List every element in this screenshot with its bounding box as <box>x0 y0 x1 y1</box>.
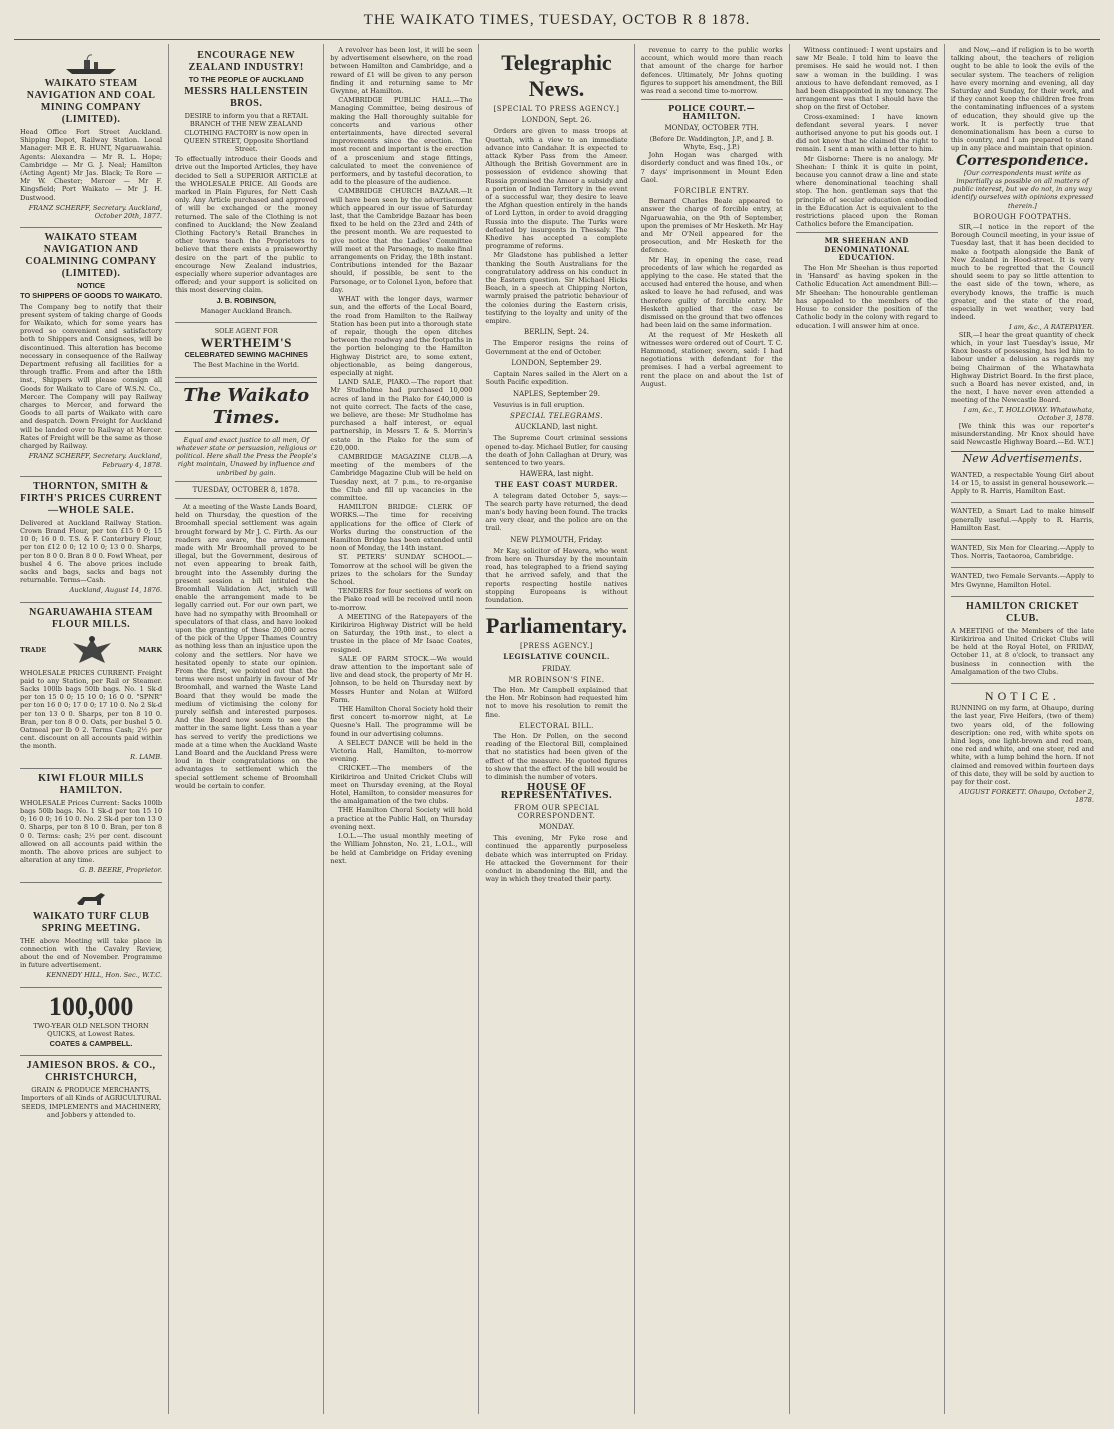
column-7 <box>945 44 1100 1414</box>
column-2 <box>169 44 324 1414</box>
debate-text: The Hon Mr Sheehan is thus reported in 'Hansard' as having spoken in the Catholic Education Act amendment Bill:— Mr Sheehan: The honourable gentleman has appealed to the members of the House to consider the position of the Catholic body in the colony with regard to education. I will answer him at once. <box>795 264 938 330</box>
special-telegrams-heading: SPECIAL TELEGRAMS. <box>509 411 604 420</box>
ad-addressee: TO SHIPPERS OF GOODS TO WAIKATO. <box>20 291 163 301</box>
ad-body: The Company beg to notify that their present system of taking charge of Goods for Waikato, which for some years has proved so convenient and satisfactory both to Shippers and Consignees, will be discontinued. This alteration has become necessary in consequence of the Railway Department refusing all facilities for a through traffic. From and after the 18th inst., Shippers will please consign all Goods for Waikato to Care of W.S.N. Co., Mercer. The Company will pay Railway charges to Mercer, and forward the Goods to all parts of Waikato with care and despatch. Down Freight for Auckland will be landed over to Railway at Mercer. Rates of Freight will be the same as those charged by Railway. <box>20 302 163 451</box>
news-text: revenue to carry to the public works account, which would more than reach that amount of the charge for harbor defences. Ultimately, Mr Johns quoting figures to support his amendment, the Bill was read a second time to-morrow. <box>640 46 783 96</box>
dateline-berlin: BERLIN, Sept. 24. <box>524 328 589 337</box>
court-text: John Hogan was charged with disorderly conduct and was fined 10s., or 7 days' imprisonment in Mount Eden Gaol. <box>640 151 783 184</box>
news-text: This evening, Mr Fyke rose and continued the apparently purposeless debate which was interrupted on Friday. He attacked the Government for their conduct in abandoning the Bill, and the way in which they treated their party. <box>485 834 628 884</box>
ad-title: JAMIESON BROS. & CO., CHRISTCHURCH, <box>26 1060 156 1084</box>
columns <box>14 44 1100 1414</box>
ad-title: WAIKATO STEAM NAVIGATION AND COALMINING COMPANY (LIMITED). <box>25 232 157 280</box>
news-text: Mr Kay, solicitor of Hawera, who went from here on Thursday by the mountain road, has telegraphed to a friend saying that he arrived safely, and that the reports respecting hostile natives stopping Europeans is without foundation. <box>485 546 628 604</box>
ad-manager-name: J. B. ROBINSON, <box>216 295 276 305</box>
letter-signature: I am, &c., T. HOLLOWAY. Whatawhata, October 3, 1878. <box>963 405 1094 422</box>
ad-thornton-prices <box>20 477 162 603</box>
sheehan-heading: MR SHEEHAN AND DENOMINATIONAL EDUCATION. <box>824 236 910 262</box>
ad-cricket-club <box>951 597 1094 684</box>
ad-tagline: The Best Machine in the World. <box>193 361 300 370</box>
letter-signature: I am, &c., A RATEPAYER. <box>1009 322 1094 331</box>
press-agency-note: [PRESS AGENCY.] <box>520 642 593 651</box>
letter-text: SIR,—I notice in the report of the Borough Council meeting, in your issue of Tuesday last, that it has been decided to make a footpath alongside the Bank of New Zealand in Hood-street. It is very much to be regretted that the Council should seem to pay so little attention to the east side of the town, where, as everybody knows, the traffic is much greater, and the state of the road, especially in wet weather, very bad indeed. <box>950 223 1094 322</box>
dateline-hawera: HAWERA, last night. <box>519 470 594 479</box>
news-text: Orders are given to mass troops at Quettah, with a view to an immediate advance into Candahar. It is expected to attack Kyber Pass from the Ameer. Although the British Government are in possession of evidence showing that Russia promised the Ameer a subsidy and a portion of Indian Territory in the event of a successful war, they desire to leave the Afghan question entirely in the hands of Lord Lytton, in order to avoid dragging Russia into the dispute. The Turks were defeated by insurgents in Thessaly. The Khedive has accepted a complete programme of reforms. <box>485 127 628 251</box>
eagle-trademark-icon <box>69 633 115 669</box>
ad-body: THE above Meeting will take place in connection with the Cavalry Review, about the end of November. Programme in future advertisement. <box>20 936 163 970</box>
paper-title: The Waikato Times. <box>175 382 317 432</box>
local-news-item: HAMILTON BRIDGE: CLERK OF WORKS.—The time for receiving applications for the office of Clerk of Works during the construction of the Hamilton Bridge has been extended until noon of Monday, the 14th instant. <box>330 503 473 553</box>
ad-body: RUNNING on my farm, at Ohaupo, during the last year, Five Heifers, (two of them) two years old, of the following description: one red, with white spots on hind legs, one light-brown and red roan, one red and white, and one steer, red and white, with a lump behind the horn. If not claimed and removed within fourteen days of this date, they will be sold by auction to pay for their cost. <box>950 704 1094 787</box>
ad-subtitle: CELEBRATED SEWING MACHINES <box>184 350 308 360</box>
ad-body: Head Office Fort Street Auckland. Shipping Depot, Railway Station. Local Manager: MR E. R. HUNT, Ngaruawahia. Agents: Alexandra — Mr R. L. Hope; Cambridge — Mr G. J. Neal; Hamilton (Acting Agent) Mr Jas. Black; Te Rore — Mr W. Chester; Mercer — Mr F. Kingsfield; Port Waikato — Mr J. H. Dustwood. <box>20 128 163 202</box>
mark-label: MARK <box>138 646 163 655</box>
divider <box>485 608 627 609</box>
paper-motto: Equal and exact justice to all men, Of whatever state or persuasion, religious or political. Here shall the Press the People's right maintain, Unawed by influence and unbribed by gain. <box>175 435 317 477</box>
council-day: FRIDAY. <box>541 664 572 673</box>
ad-manager-role: Manager Auckland Branch. <box>200 306 293 315</box>
editor-note: [We think this was our reporter's misunderstanding. Mr Knox should have said Newcastle Highway Board.—Ed. W.T.] <box>950 421 1094 447</box>
dateline-new-plymouth: NEW PLYMOUTH, Friday. <box>510 535 603 544</box>
local-news-item: CRICKET.—The members of the Kirikiriroa and United Cricket Clubs will meet on Thursday evening, at the Royal Hotel, Hamilton, to consider measures for the amalgamation of the two clubs. <box>330 764 473 806</box>
divider <box>641 99 783 100</box>
ad-body: GRAIN & PRODUCE MERCHANTS, Importers of all Kinds of AGRICULTURAL SEEDS, IMPLEMENTS and MACHINERY, and Jobbers y attended to. <box>21 1086 161 1119</box>
ad-wanted <box>951 503 1094 540</box>
local-news-item: CAMBRIDGE PUBLIC HALL.—The Managing Committee, being desirous of making the Hall thoroughly suitable for concerts and various other entertainments, have directed several improvements since the erection. The most recent and important is the erection of a proscenium and stage fittings, calculated to meet the convenience of performers, and by tasteful decoration, to add to the pleasure of the audience. <box>330 96 473 187</box>
police-court-bench: (Before Dr. Waddington, J.P., and J. B. Whyte, Esq., J.P.) <box>649 134 774 152</box>
telegraphic-news-title: Telegraphic News. <box>501 50 612 101</box>
ad-title: THORNTON, SMITH & FIRTH'S PRICES CURRENT—WHOLE SALE. <box>20 480 162 516</box>
news-text: A telegram dated October 5, says:— The search party have returned, the dead man's body having been found. The tracks are very clear, and the police are on the trail. <box>485 491 628 533</box>
ad-title: NOTICE. <box>984 689 1060 703</box>
local-news-item: LAND SALE, PIAKO.—The report that Mr Studholme had purchased 10,000 acres of land in the Piako for £40,000 is not quite correct. The facts of the case, we believe, are these: Mr Studholme has purchased a half interest, or equal partnership, in Messrs T. & S. Morrin's estate in the Piako for the sum of £20,000. <box>330 378 473 452</box>
ad-title: HAMILTON CRICKET CLUB. <box>966 600 1079 624</box>
dateline-london: LONDON, Sept. 26. <box>521 116 592 125</box>
ad-kiwi-mills <box>20 769 162 883</box>
press-agency-note: [SPECIAL TO PRESS AGENCY.] <box>493 105 620 113</box>
trade-label: TRADE <box>20 646 47 655</box>
ad-signature: FRANZ SCHERFF, Secretary. Auckland, October 20th, 1877. <box>28 203 163 221</box>
ad-signature: G. B. BEERE, Proprietor. <box>79 866 163 875</box>
ad-body: WANTED, a Smart Lad to make himself generally useful.—Apply to R. Harris, Hamilton East. <box>950 507 1094 532</box>
court-heading: FORCIBLE ENTRY. <box>673 187 750 196</box>
ad-notice <box>951 684 1094 812</box>
ad-signature: FRANZ SCHERFF, Secretary. Auckland, February 4, 1878. <box>28 452 163 469</box>
news-text: Vesuvius is in full eruption. <box>493 400 585 409</box>
column-4 <box>479 44 634 1414</box>
debate-text: Mr Gisborne: There is no analogy. Mr Sheehan: I think it is quite in point, because you cannot draw a line and state where denominational teaching shall stop. The hon. gentleman says that the principle of secular education embodied in the Education Act is equivalent to the restrictions placed upon the Roman Catholics before the Emancipation. <box>795 154 938 229</box>
ad-body: WANTED, two Female Servants.—Apply to Mrs Gwynne, Hamilton Hotel. <box>950 572 1094 589</box>
local-news-item: THE Hamilton Choral Society hold their first concert to-morrow night, at Le Quesne's Hall. The programme will be found in our advertising columns. <box>330 705 473 738</box>
news-text: Captain Nares sailed in the Alert on a South Pacific expedition. <box>485 370 628 387</box>
court-text: Bernard Charles Beale appeared to answer the charge of forcible entry, at Ngaruawahia, on the 9th of September, upon the premises of Mr Hesketh. Mr Hay and Mr O'Neil appeared for the prosecution, and Mr Hesketh for the defence. <box>640 197 783 255</box>
letter-text: SIR,—I hear the great quantity of check which, in your last Tuesday's issue, Mr Knox boasts of possessing, has led him to labour under a delusion as regards my being Chairman of the Whatawhata Highway District Board. In the first place, such a Board has never existed, and, in the next, I have never even attended a meeting of the Newcastle Board. <box>950 330 1094 405</box>
trade-mark-row <box>20 633 162 669</box>
ad-body: WANTED, Six Men for Clearing.—Apply to Thos. Norris, Taotaoroa, Cambridge. <box>950 543 1094 561</box>
ad-wanted <box>951 467 1094 504</box>
local-news-item: TENDERS for four sections of work on the Piako road will be received until noon to-morrow. <box>330 587 473 612</box>
ad-ngaruawahia-mills <box>20 603 162 769</box>
police-court-heading: POLICE COURT.—HAMILTON. <box>668 103 756 122</box>
dateline-london: LONDON, September 29. <box>511 358 602 367</box>
news-heading: THE EAST COAST MURDER. <box>494 480 619 490</box>
local-news-item: WHAT with the longer days, warmer sun, and the efforts of the Local Board, the road from Hamilton to the Railway Station has been put into a thorough state of repair, though the open ditches between the roadway and the footpaths in the portion belonging to the Hamilton Highway District are, to some extent, objectionable, as being dangerous, especially at night. <box>330 295 473 377</box>
ad-wanted <box>951 540 1094 568</box>
news-heading: FROM OUR SPECIAL CORRESPONDENT. <box>514 803 599 820</box>
council-heading: LEGISLATIVE COUNCIL. <box>503 652 610 662</box>
ad-turf-club <box>20 883 162 988</box>
ad-title: WAIKATO TURF CLUB SPRING MEETING. <box>32 910 150 934</box>
column-1 <box>14 44 169 1414</box>
local-news-item: A SELECT DANCE will be held in the Victoria Hall, Hamilton, to-morrow evening. <box>330 738 473 764</box>
ad-signature: KENNEDY HILL, Hon. Sec., W.T.C. <box>46 971 163 980</box>
local-news-item: SALE OF FARM STOCK.—We would draw attention to the important sale of live and dead stock, the property of Mr H. Johnson, to be held on Thursday next by Messrs Hunter and Nolan at Wilford Farm. <box>330 654 473 704</box>
horse-icon <box>71 889 111 909</box>
new-advertisements-title: New Advertisements. <box>951 451 1094 463</box>
local-news-item: THE Hamilton Choral Society will hold a practice at the Public Hall, on Thursday evening next. <box>330 806 473 831</box>
ad-wanted <box>951 568 1094 596</box>
court-text: Cross-examined: I have known defendant several years. I never authorised anyone to put his goods out. I did not know that he claimed the right to remain. I sent a man with a letter to him. <box>795 112 938 154</box>
dateline-auckland: AUCKLAND, last night. <box>514 423 598 432</box>
ad-waikato-steam-nav <box>20 46 162 228</box>
parliamentary-title: Parliamentary. <box>485 613 628 639</box>
news-text: The Emperor resigns the reins of Government at the end of October. <box>485 339 628 356</box>
ad-signature: COATES & CAMPBELL. <box>49 1039 133 1049</box>
house-heading: HOUSE OF REPRESENTATIVES. <box>500 783 613 802</box>
ad-title: KIWI FLOUR MILLS HAMILTON. <box>38 772 144 796</box>
ad-title: NGARUAWAHIA STEAM FLOUR MILLS. <box>29 606 153 630</box>
ad-title: WAIKATO STEAM NAVIGATION AND COAL MINING COMPANY (LIMITED). <box>26 78 156 125</box>
ad-body: TWO-YEAR OLD NELSON THORN QUICKS, at Lowest Rates. <box>33 1021 149 1038</box>
news-text: The Hon. Mr Campbell explained that the Hon. Mr Robinson had requested him not to move his resolution to remit the fine. <box>485 685 628 719</box>
police-court-day: MONDAY, OCTOBER 7TH. <box>664 123 759 132</box>
divider <box>796 232 938 233</box>
issue-date: TUESDAY, OCTOBER 8, 1878. <box>192 485 300 494</box>
divider <box>175 498 317 499</box>
ad-lead: SOLE AGENT FOR <box>214 327 278 336</box>
ad-big-number: 100,000 <box>48 991 134 1021</box>
correspondence-note: [Our correspondents must write as impartially as possible on all matters of public interest, but we do not, in any way identify ourselves with opinions expressed therein.] <box>951 168 1094 210</box>
ad-signature: R. LAMB. <box>130 752 163 761</box>
news-text: The Hon. Dr Pollen, on the second reading of the Electoral Bill, complained that no statistics had been given of the effect of the measure. He quoted figures to show that the effect of the bill would be to diminish the number of voters. <box>485 732 628 782</box>
news-text: Mr Gladstone has published a letter thanking the South Australians for the congratulatory address on his conduct in the Eastern question. Sir Michael Hicks Beach, in a speech at Chipping Norton, warmly praised the patriotic behaviour of the colonies during the Eastern crisis, testifying to the loyalty and unity of the empire. <box>485 251 628 326</box>
ad-jamieson-bros <box>20 1056 162 1126</box>
ad-body: WHOLESALE PRICES CURRENT: Freight paid to any Station, per Rail or Steamer. Sacks 100lb bags 50lb bags. No. 1 Sk-d per ton 15 0 0; 15 10 0; 16 0 0. "SPNR" per ton 16 0 0; 17 0 0; 17 10 0. No 2 Sk-d per ton 13 0 0. Sharps, per ton 8 10 0. Bran, per ton 8 0 0. Oats, per bushel 5 0. Oatmeal per lb 0 2. Terms Cash; 2½ per cent. discount on all accounts paid within the month. <box>20 668 163 751</box>
ad-wertheim <box>175 323 317 378</box>
ad-thorn-quicks <box>20 988 162 1057</box>
masthead: THE WAIKATO TIMES, TUESDAY, OCTOB R 8 1878. <box>14 12 1100 40</box>
ad-shippers-notice <box>20 228 162 476</box>
ad-date: Auckland, August 14, 1876. <box>69 586 163 595</box>
column-6 <box>790 44 945 1414</box>
local-news-item: CAMBRIDGE MAGAZINE CLUB.—A meeting of the members of the Cambridge Magazine Club will be held on Tuesday next, at 7 p.m., to re-organise the Club and fill up vacancies in the committee. <box>330 452 473 502</box>
dateline-naples: NAPLES, September 29. <box>513 389 600 398</box>
news-heading: MR ROBINSON'S FINE. <box>508 675 605 684</box>
ad-body: Delivered at Auckland Railway Station. Crown Brand Flour, per ton £15 0 0; 15 10 0; 16 0 0. T.S. & F. Canterbury Flour, per ton £12 0 0; 12 10 0; 13 0 0. Sharps, per ton 8 0 0. Bran 8 0 0. Fowl Wheat, per bushel 4 6. The above prices include sacks and bags, sacks and bags not returnable. Terms—Cash. <box>20 518 163 585</box>
ad-body: WHOLESALE Prices Current: Sacks 100lb bags 50lb bags. No. 1 Sk-d per ton 15 10 0; 16 0 0; 16 10 0. No. 2 Sk-d per ton 13 0 0. Sharps, per ton 8 10 0. Bran, per ton 8 0 0. Terms: cash; 2½ per cent. discount allowed on all accounts paid within the month. The above prices are subject to alteration at any time. <box>20 798 163 865</box>
ad-body: WANTED, a respectable Young Girl about 14 or 15, to assist in general housework.—Apply to R. Harris, Hamilton East. <box>950 470 1094 496</box>
ad-addressee: TO THE PEOPLE OF AUCKLAND <box>188 75 304 84</box>
ad-brand: WERTHEIM'S <box>200 335 292 351</box>
local-news-item: A revolver has been lost, it will be seen by advertisement elsewhere, on the road between Hamilton and Cambridge, and a reward of £1 will be given to any person finding it and returning same to Mr Gwynne, at Hamilton. <box>330 46 473 96</box>
court-text: Mr Hay, in opening the case, read precedents of law which he regarded as applying to the case. He stated that the accused had entered the house, and when asked to leave he had refused, and was therefore guilty of forcible entry. Mr Hesketh applied that the case be dismissed on the ground that two offences had been laid on the same information. <box>640 255 783 330</box>
news-text: The Supreme Court criminal sessions opened to-day. Michael Butler, for causing the death of John Callaghan at Drury, was sentenced to two years. <box>485 434 628 467</box>
local-news-item: ST. PETERS' SUNDAY SCHOOL.—Tomorrow at the school will be given the prizes to the scholars for the Sunday School. <box>330 553 473 586</box>
editorial-text: At a meeting of the Waste Lands Board, held on Thursday, the question of the Broomhall special settlement was again brought forward by Mr J. C. Firth. As our readers are aware, the arrangement made with Mr Broomhall proved to be illegal, but the Government, desirous of not even appearing to break faith, brought into the Assembly during the present session a bill intituled the Broomhall Validation Act, which will enable the arrangement made to be legally carried out. For our own part, we have had no sympathy with Broomhall or speculators of that class, and have looked upon the granting of these 20,000 acres of the pick of the Upper Thames Country as nothing less than an injustice upon the colony and the settlers. Nor have we hesitated openly to state our opinion. From the first, we pointed out that the terms were most unfairly in favour of Mr Broomhall, and warned the Waste Land Board that they would be made the medium of victimising the colony for purely selfish and interested purposes. And the Board now seem to see the matter in the same light. Less than a year has served to verify the predictions we made at a time when the Auckland Waste Land Board and the Auckland Press were loud in their congratulations on the advantages to settlement which the special settlement scheme of Broomhall would be certain to confer. <box>175 502 318 790</box>
letter-heading: BOROUGH FOOTPATHS. <box>973 212 1072 221</box>
column-5 <box>635 44 790 1414</box>
local-news-item: A MEETING of the Ratepayers of the Kirikiriroa Highway District will be held on Saturday, the 19th inst., to elect a trustee in the place of Mr Isaac Coates, resigned. <box>330 612 473 654</box>
ad-hallenstein <box>175 46 317 323</box>
local-news-item: I.O.L.—The usual monthly meeting of the William Johnston, No. 21, L.O.L., will be held at Cambridge on Friday evening next. <box>330 832 473 865</box>
column-3 <box>324 44 479 1414</box>
divider <box>175 481 317 482</box>
ad-signature: AUGUST FORKETT. Ohaupo, October 2, 1878. <box>959 788 1094 805</box>
court-text: Witness continued: I went upstairs and saw Mr Beale. I told him to leave the premises. He said he would not. I then saw a woman in the building. I was anxious to have defendant removed, as I had been disappointed in my tenancy. The arrangement was that I should have the shop on the first of October. <box>795 46 938 112</box>
ad-intro: DESIRE to inform you that a RETAIL BRANCH of THE NEW ZEALAND CLOTHING FACTORY is now open in QUEEN STREET, Opposite Shortland Street. <box>183 112 309 154</box>
ad-body: To effectually introduce their Goods and drive out the Imported Articles, they have decided to Sell a SUPERIOR ARTICLE at the WHOLESALE PRICE. All Goods are marked in Plain Figures, for Nett Cash only. Any Article purchased and approved of will be exchanged or the money returned. The sale of the Clothing is not confined to Auckland; the New Zealand Clothing Factory's Retail Branches in other towns teach the Proprietors to believe that there exists a praiseworthy desire on the part of the public to encourage New Zealand industries, especially where superior advantages are offered; and your support is solicited on this most deserving claim. <box>175 155 318 295</box>
correspondence-title: Correspondence. <box>956 152 1089 169</box>
ad-body: A MEETING of the Members of the late Kirikiriroa and United Cricket Clubs will be held at the Royal Hotel, on FRIDAY, October 11, at 8 o'clock, to transact any business in connection with the Amalgamation of the two Clubs. <box>950 626 1094 676</box>
ad-subtitle: NOTICE <box>77 281 106 291</box>
ad-title: ENCOURAGE NEW ZEALAND INDUSTRY! <box>188 50 304 73</box>
house-day: MONDAY. <box>538 823 575 832</box>
ship-icon <box>62 52 120 76</box>
local-news-item: CAMBRIDGE CHURCH BAZAAR.—It will have been seen by the advertisement which appeared in our issue of Saturday last, that the Cambridge Bazaar has been fixed to be held on the 23rd and 24th of the present month. We are requested to give notice that the Ladies' Committee will meet at the Parsonage, to make final arrangements on Friday, the 18th instant. Contributions intended for the Bazaar should, if possible, be sent to the Parsonage, or to Colonel Lyon, before that day. <box>330 187 473 294</box>
debate-text: and Now,—and if religion is to be worth talking about, the teachers of religion ought to be able to look the evils of the secular system. The teachers of religion have every morning and evening, all day Saturday and Sunday, for their work, and if they cannot keep the children free from the contaminating influences of a system of education, they should give up the work. It is perfectly true that denominationalism has been a curse to this country, and I am prepared to stand up in any place and maintain that opinion. <box>950 46 1094 153</box>
ad-company: MESSRS HALLENSTEIN BROS. <box>184 86 309 110</box>
news-heading: ELECTORAL BILL. <box>519 721 594 730</box>
court-text: At the request of Mr Hesketh all witnesses were ordered out of Court. T. C. Hammond, stationer, sworn, said: I had negotiations with defendant for the premises. I had a verbal agreement to rent the place on and about the 1st of August. <box>640 330 783 388</box>
